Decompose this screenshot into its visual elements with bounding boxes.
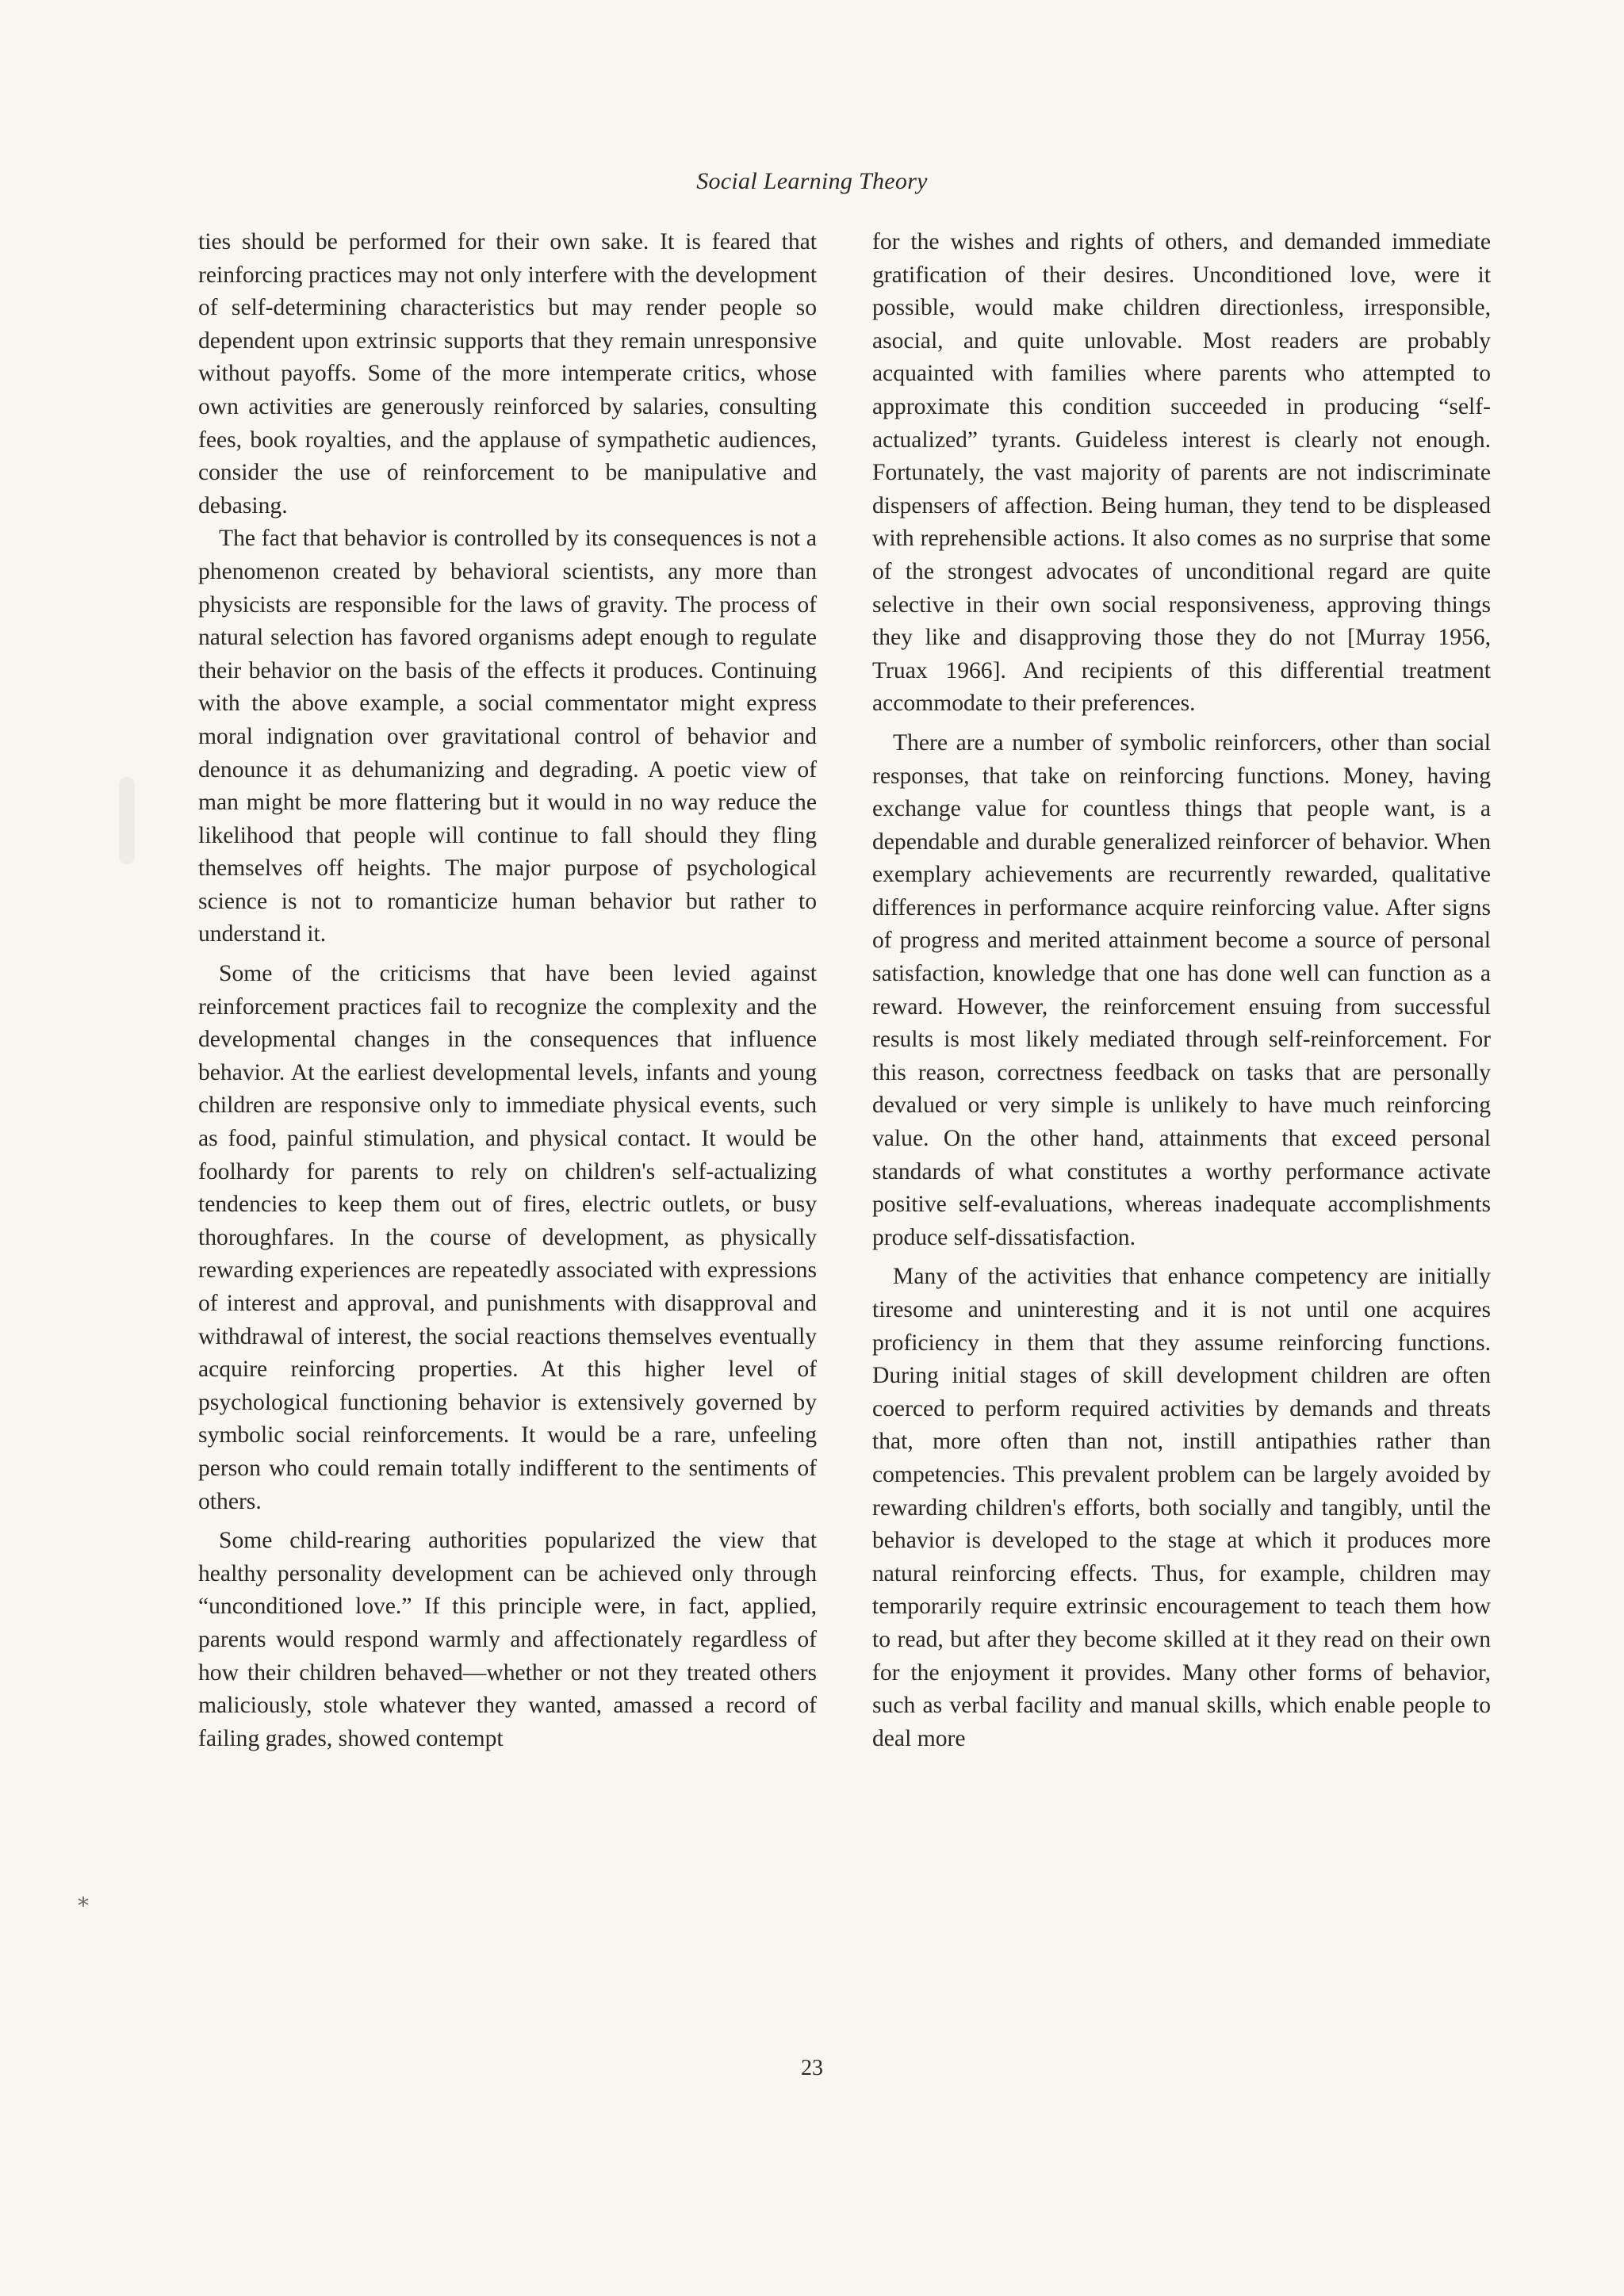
page-number: 23 [801,2056,823,2080]
right-column [872,226,1491,1755]
paragraph: Some child-rearing authorities popularized the view that healthy personality development can be achieved only through “unconditioned love.” If this principle were, in fact, applied, parents would respond warmly and affectionately regardless of how their children behaved—whether or not they treated others maliciously, stole whatever they wanted, amassed a record of failing grades, showed contempt [198,1528,817,1751]
margin-mark-icon: ⁎ [78,1887,89,1911]
paragraph: The fact that behavior is controlled by its consequences is not a phenomenon created by behavioral scientists, any more than physicists are responsible for the laws of gravity. The process of natural selection has favored organisms adept enough to regulate their behavior on the basis of the effects it produces. Continuing with the above example, a social commentator might express moral indignation over gravitational control of behavior and denounce it as dehumanizing and degrading. A poetic view of man might be more flattering but it would in no way reduce the likelihood that people will continue to fall should they fling themselves off heights. The major purpose of psychological science is not to romanticize human behavior but rather to understand it. [198,526,817,947]
running-head: Social Learning Theory [696,168,928,194]
paragraph: Some of the criticisms that have been levied against reinforcement practices fail to recognize the complexity and the developmental changes in the consequences that influence behavior. At the earliest developmental levels, infants and young children are responsive only to immediate physical events, such as food, painful stimulation, and physical contact. It would be foolhardy for parents to rely on children's self-actualizing tendencies to keep them out of fires, electric outlets, or busy thoroughfares. In the course of development, as physically rewarding experiences are repeatedly associated with expressions of interest and approval, and punishments with disapproval and withdrawal of interest, the social reactions themselves eventually acquire reinforcing properties. At this higher level of psychological functioning behavior is extensively governed by symbolic social reinforcements. It would be a rare, unfeeling person who could remain totally indifferent to the sentiments of others. [198,961,817,1514]
left-column [198,226,817,1755]
paragraph: Many of the activities that enhance competency are initially tiresome and uninteresting and it is not until one acquires proficiency in them that they assume reinforcing functions. During initial stages of skill development children are often coerced to perform required activities by demands and threats that, more often than not, instill antipathies rather than competencies. This prevalent problem can be largely avoided by rewarding children's efforts, both socially and tangibly, until the behavior is developed to the stage at which it produces more natural reinforcing effects. Thus, for example, children may temporarily require extrinsic encouragement to teach them how to read, but after they become skilled at it they read on their own for the enjoyment it provides. Many other forms of behavior, such as verbal facility and manual skills, which enable people to deal more [872,1264,1491,1751]
paragraph: for the wishes and rights of others, and demanded immediate gratification of their desires. Unconditioned love, were it possible, would make children directionless, irresponsible, asocial, and quite unlovable. Most readers are probably acquainted with families where parents who attempted to approximate this condition succeeded in producing “self-actualized” tyrants. Guideless interest is clearly not enough. Fortunately, the vast majority of parents are not indiscriminate dispensers of affection. Being human, they tend to be displeased with reprehensible actions. It also comes as no surprise that some of the strongest advocates of unconditional regard are quite selective in their own social responsiveness, approving things they like and disapproving those they do not [Murray 1956, Truax 1966]. And recipients of this differential treatment accommodate to their preferences. [872,229,1491,717]
paragraph: ties should be performed for their own sake. It is feared that reinforcing practices may not only interfere with the development of self-determining characteristics but may render people so dependent upon extrinsic supports that they remain unresponsive without payoffs. Some of the more intemperate critics, whose own activities are generously reinforced by salaries, consulting fees, book royalties, and the applause of sympathetic audiences, consider the use of reinforcement to be manipulative and debasing. [198,229,817,519]
scan-smudge [119,777,135,864]
paragraph: There are a number of symbolic reinforcers, other than social responses, that take on reinforcing functions. Money, having exchange value for countless things that people want, is a dependable and durable generalized reinforcer of behavior. When exemplary achievements are recurrently rewarded, qualitative differences in performance acquire reinforcing value. After signs of progress and merited attainment become a source of personal satisfaction, knowledge that one has done well can function as a reward. However, the reinforcement ensuing from successful results is most likely mediated through self-reinforcement. For this reason, correctness feedback on tasks that are personally devalued or very simple is unlikely to have much reinforcing value. On the other hand, attainments that exceed personal standards of what constitutes a worthy performance activate positive self-evaluations, whereas inadequate accomplishments produce self-dissatisfaction. [872,729,1491,1250]
